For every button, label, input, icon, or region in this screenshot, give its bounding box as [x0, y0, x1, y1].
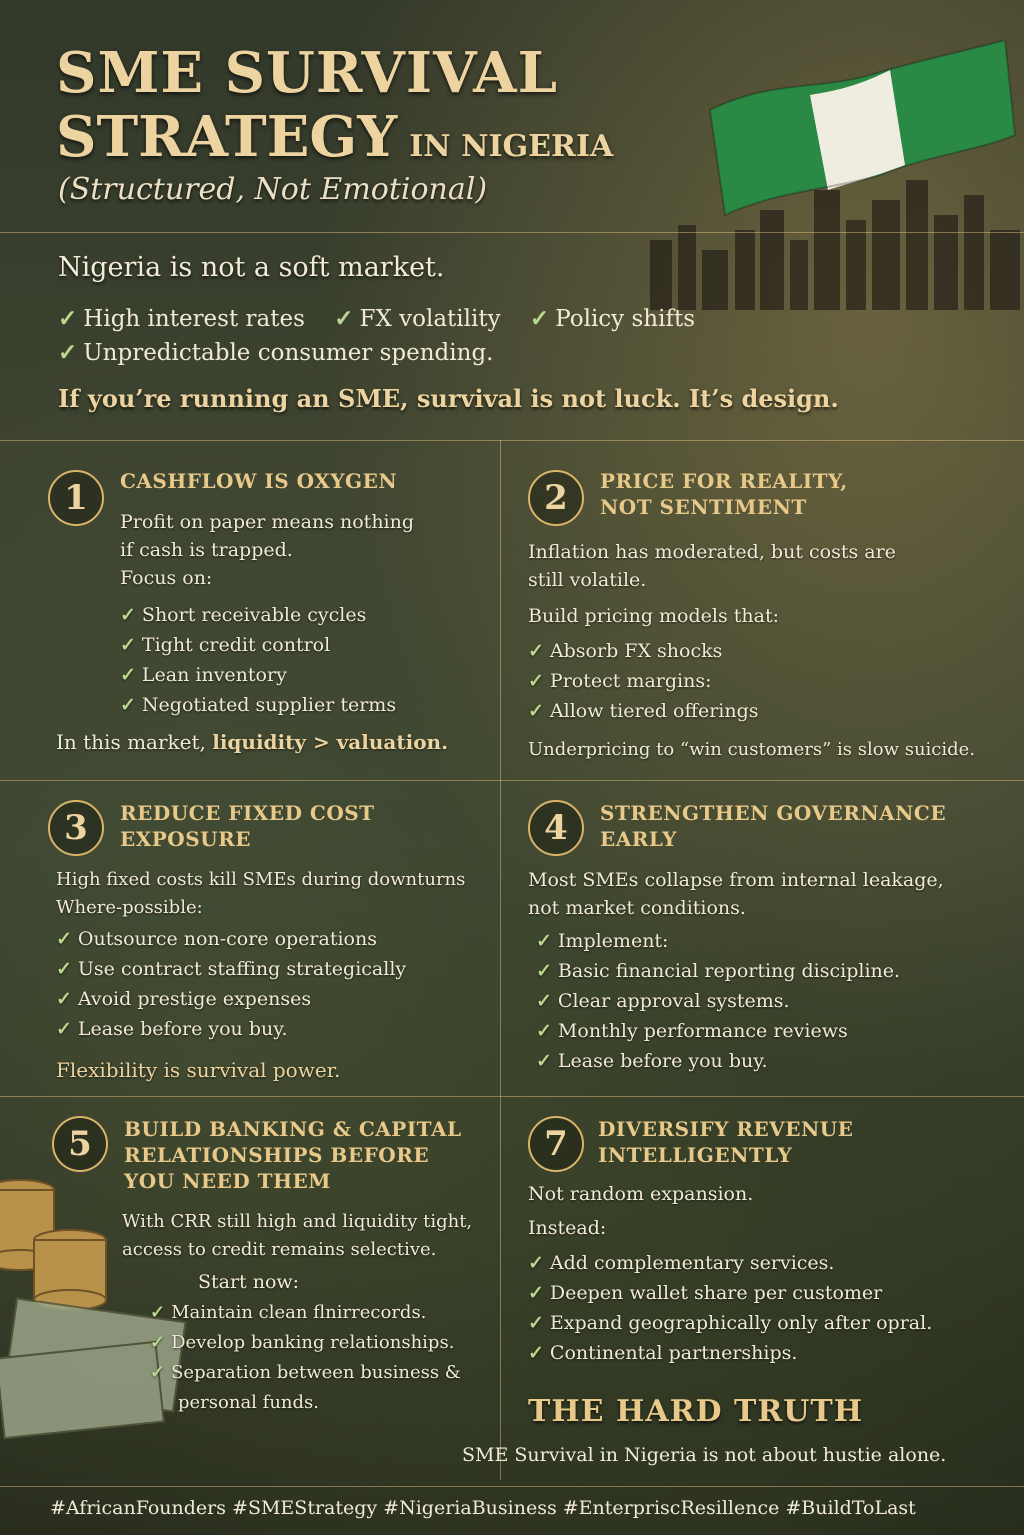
- section-number: 2: [528, 470, 584, 526]
- check-icon: ✓: [150, 1302, 166, 1323]
- check-icon: ✓: [56, 928, 72, 950]
- section-text: With CRR still high and liquidity tight, access to credit remains selective.: [122, 1211, 473, 1260]
- intro-headline: Nigeria is not a soft market.: [58, 252, 445, 283]
- check-icon: ✓: [529, 305, 550, 332]
- check-icon: ✓: [58, 339, 78, 366]
- section-bullets: [536, 926, 900, 1076]
- check-icon: ✓: [120, 604, 136, 626]
- page-subtitle: (Structured, Not Emotional): [58, 172, 488, 207]
- divider: [0, 1486, 1024, 1487]
- section-bullets: [120, 600, 396, 720]
- section-bullets: [528, 1248, 932, 1368]
- check-icon: ✓: [528, 640, 544, 662]
- list-item: ✓ Allow tiered offerings: [528, 700, 759, 722]
- title-suffix: IN NIGERIA: [409, 129, 614, 164]
- section-number: 4: [528, 800, 584, 856]
- check-icon: ✓: [528, 700, 544, 722]
- section-number: 5: [52, 1116, 108, 1172]
- section-bullets: [528, 636, 759, 726]
- section-number: 1: [48, 470, 104, 526]
- check-icon: ✓: [528, 1312, 544, 1334]
- check-icon: ✓: [536, 1020, 552, 1042]
- intro-bullet: ✓ Unpredictable consumer spending.: [58, 339, 494, 366]
- check-icon: ✓: [56, 958, 72, 980]
- list-item: ✓ Deepen wallet share per customer: [528, 1282, 883, 1304]
- section-closing: In this market, liquidity > valuation.: [56, 730, 449, 754]
- hashtags: #AfricanFounders #SMEStrategy #NigeriaBusiness #EnterpriscResillence #BuildToLast: [50, 1497, 916, 1519]
- list-item: ✓ Use contract staffing strategically: [56, 958, 407, 980]
- list-item: ✓ Avoid prestige expenses: [56, 988, 312, 1010]
- list-item: ✓ Monthly performance reviews: [536, 1020, 848, 1042]
- hard-truth-text: SME Survival in Nigeria is not about hustie alone.: [462, 1444, 947, 1466]
- list-item: ✓ Absorb FX shocks: [528, 640, 723, 662]
- list-item: ✓ Lease before you buy.: [56, 1018, 288, 1040]
- section-title: PRICE FOR REALITY, NOT SENTIMENT: [600, 469, 848, 519]
- section-text: High fixed costs kill SMEs during downturns Where-possible:: [56, 869, 466, 918]
- check-icon: ✓: [528, 1252, 544, 1274]
- hard-truth-heading: THE HARD TRUTH: [528, 1394, 864, 1429]
- intro-bullet: ✓ High interest rates: [58, 305, 305, 332]
- check-icon: ✓: [536, 960, 552, 982]
- section-title: REDUCE FIXED COST EXPOSURE: [120, 801, 375, 851]
- list-item: ✓ Short receivable cycles: [120, 604, 367, 626]
- check-icon: ✓: [120, 664, 136, 686]
- section-number: 3: [48, 800, 104, 856]
- skyline-icon: [640, 170, 1024, 310]
- list-item: ✓ Add complementary services.: [528, 1252, 835, 1274]
- check-icon: ✓: [528, 1282, 544, 1304]
- section-bullets: [150, 1298, 461, 1418]
- check-icon: ✓: [120, 694, 136, 716]
- list-item: ✓ Basic financial reporting discipline.: [536, 960, 901, 982]
- divider: [0, 440, 1024, 441]
- list-item: personal funds.: [178, 1392, 319, 1413]
- check-icon: ✓: [150, 1332, 166, 1353]
- section-text: Inflation has moderated, but costs are still volatile. Build pricing models that:: [528, 541, 896, 627]
- section-bullets: [56, 924, 406, 1044]
- list-item: ✓ Negotiated supplier terms: [120, 694, 397, 716]
- section-closing: Underpricing to “win customers” is slow suicide.: [528, 739, 976, 760]
- section-title: BUILD BANKING & CAPITAL RELATIONSHIPS BEFORE YOU NEED THEM: [124, 1117, 462, 1193]
- intro-bullet: ✓ FX volatility: [334, 305, 501, 332]
- check-icon: ✓: [536, 930, 552, 952]
- list-item: ✓ Lean inventory: [120, 664, 287, 686]
- check-icon: ✓: [56, 988, 72, 1010]
- section-text: Profit on paper means nothing if cash is trapped. Focus on:: [120, 511, 415, 589]
- list-item: ✓ Clear approval systems.: [536, 990, 790, 1012]
- list-item: ✓ Expand geographically only after opral.: [528, 1312, 933, 1334]
- divider: [0, 780, 1024, 781]
- check-icon: ✓: [334, 305, 354, 332]
- section-title: CASHFLOW IS OXYGEN: [120, 469, 398, 493]
- check-icon: ✓: [528, 1342, 544, 1364]
- divider: [0, 232, 1024, 233]
- intro-bullets: [58, 302, 717, 370]
- list-item: ✓ Continental partnerships.: [528, 1342, 798, 1364]
- title-strategy: STRATEGY: [56, 104, 398, 170]
- section-number: 7: [528, 1116, 584, 1172]
- section-text: Most SMEs collapse from internal leakage, not market conditions.: [528, 869, 944, 919]
- check-icon: ✓: [150, 1362, 166, 1383]
- list-item: ✓ Outsource non-core operations: [56, 928, 377, 950]
- section-text: Not random expansion. Instead:: [528, 1183, 754, 1239]
- intro-bullet: ✓ Policy shifts: [529, 305, 696, 332]
- check-icon: ✓: [58, 305, 78, 332]
- list-item: ✓ Tight credit control: [120, 634, 331, 656]
- section-title: DIVERSIFY REVENUE INTELLIGENTLY: [598, 1117, 854, 1167]
- page-title-line2: [56, 104, 613, 170]
- divider: [0, 1096, 1024, 1097]
- check-icon: ✓: [536, 990, 552, 1012]
- check-icon: ✓: [56, 1018, 72, 1040]
- list-item: ✓ Develop banking relationships.: [150, 1332, 455, 1353]
- intro-closing: If you’re running an SME, survival is not luck. It’s design.: [58, 384, 839, 413]
- section-start: Start now:: [198, 1271, 300, 1293]
- list-item: ✓ Protect margins:: [528, 670, 712, 692]
- list-item: ✓ Maintain clean flnirrecords.: [150, 1302, 427, 1323]
- check-icon: ✓: [536, 1050, 552, 1072]
- section-closing: Flexibility is survival power.: [56, 1058, 341, 1082]
- section-title: STRENGTHEN GOVERNANCE EARLY: [600, 801, 947, 851]
- list-item: ✓ Lease before you buy.: [536, 1050, 768, 1072]
- list-item: ✓ Implement:: [536, 930, 669, 952]
- check-icon: ✓: [120, 634, 136, 656]
- divider: [500, 440, 501, 1480]
- page-title: SME SURVIVAL: [56, 40, 558, 106]
- check-icon: ✓: [528, 670, 544, 692]
- list-item: ✓ Separation between business &: [150, 1362, 461, 1383]
